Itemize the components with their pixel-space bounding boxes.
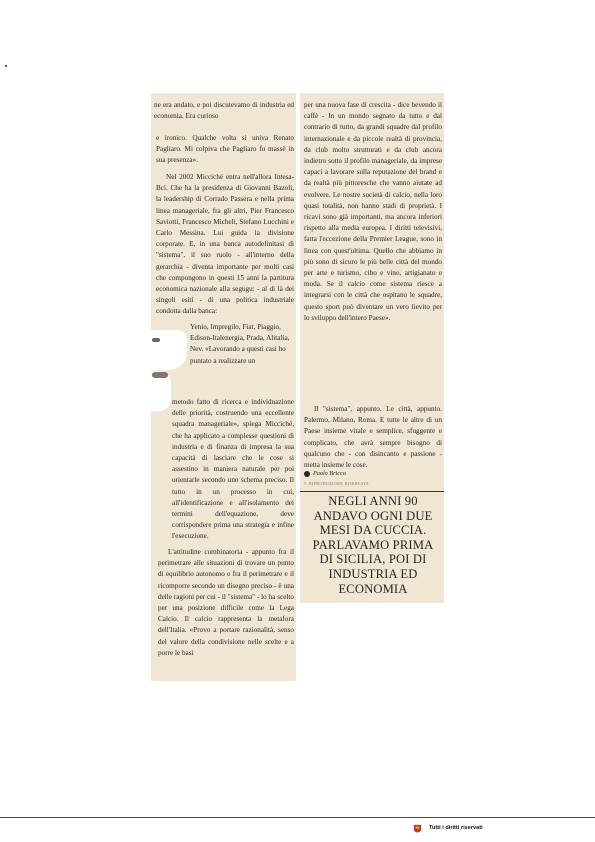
- paragraph: L'attitudine combinatoria - appunto fra il perimetrare alle situazioni di trovare un punto di equilibrio autonomo e fra il perimetrare e il ricomporre secondo un disegno preciso - è una delle ragioni per cui - il "sistema" - lo ha scelto per una posizione difficile come la Lega Calcio. Il calcio rappresenta la metafora dell'Italia. «Provo a portare razionalità, senso del valore della condivisione nelle scelte e a porre le basi: [158, 548, 294, 657]
- pull-quote: NEGLI ANNI 90 ANDAVO OGNI DUE MESI DA CUCCIA. PARLAVAMO PRIMA DI SICILIA, POI DI INDUSTRIA ED ECONOMIA: [300, 491, 444, 604]
- margin-mark: [5, 65, 7, 67]
- photo-fragment: [152, 372, 168, 378]
- publisher-logo-icon: [413, 824, 422, 833]
- article-text-right-2: [304, 404, 442, 471]
- paragraph: Yenio, Impregilo, Fiat, Piaggio, Edison-Italenergia, Prada, Alitalia, Nev. «Lavorando a questi casi ho puntato a realizzare un: [190, 323, 290, 365]
- article-text-left-3: [190, 322, 294, 367]
- paragraph: Nel 2002 Micciché entra nell'allora Intesa-Bci. Che ha la presidenza di Giovanni Bazoli, la leadership di Corrado Passera e nella prima linea manageriale, fra gli altri, Pier Francesco Saviotti, Francesco Micheli, Stefano Lucchini e Carlo Messina. Lui guida la divisione corporate. E, in una banca autodefinitasi di "sistema", il suo ruolo - all'interno della gerarchia - diventa importante per molti casi che compongono in questi 15 anni la partitura economica nazionale alla segugu: - al di là dei singoli esiti - di una politica industriale condotta dalla banca:: [156, 173, 294, 316]
- author-signature: [304, 470, 346, 478]
- article-text-left-5: [158, 547, 294, 659]
- author-name: Paolo Bricco: [313, 470, 346, 477]
- article-text-left-1: [156, 133, 294, 167]
- article-text-left-4: [172, 397, 294, 543]
- paragraph: e ironico. Qualche volta si univa Renato Pagliaro. Mi colpiva che Pagliaro fu massè in sua presenza».: [156, 134, 294, 165]
- photo-fragment: [152, 338, 160, 342]
- footer-rights-text: Tutti i diritti riservati: [429, 825, 483, 831]
- paragraph: Il "sistema", appunto. Le città, appunto. Palermo, Milano, Roma. E tutte le altre di un Paese insieme vitale e semplice, sfuggente e complicato, che avrà sempre bisogno di qualcuno che - con disincanto e passione - metta insieme le cose.: [304, 405, 442, 470]
- paragraph: ne era andato, e poi discutevamo di industria ed economia. Era curioso: [154, 101, 294, 121]
- paragraph: metodo fatto di ricerca e individuazione delle priorità, costruendo una eccellente squadra manageriale», spiega Micciché, che ha applicato a complesse questioni di industria e di finanza di impresa la sua capacità di lasciare che le cose si assestino in maniera naturale per poi orientarle secondo uno schema preciso. Il tutto in un processo in cui, all'identificazione e all'isolamento dei termini dell'equazione, deve corrispondere prima una strategia e infine l'esecuzione.: [172, 398, 294, 541]
- article-text-top: [154, 100, 294, 122]
- footer-divider: [0, 817, 595, 818]
- author-dot-icon: [304, 471, 310, 477]
- copyright-note: © RIPRODUZIONE RISERVATA: [304, 481, 370, 486]
- article-text-left-2: [156, 172, 294, 318]
- photo-cutout-upper: [151, 330, 187, 370]
- paragraph: per una nuova fase di crescita - dice bevendo il caffè - In un mondo segnato da tutto e dal contrario di tutto, da grandi squadre dal profilo internazionale e da piccole realtà di provincia, da club molto strutturati e da club ancora indietro sotto il profilo manageriale, da imprese capaci a lavorare sulla reputazione del brand e da realtà più pittoresche che vanno aiutate ad evolvere. Le nostre società di calcio, nella loro quasi totalità, non hanno stadi di proprietà. I ricavi sono già importanti, ma ancora inferiori rispetto alla media europea. I diritti televisivi, fatta l'eccezione della Premier League, sono in linea con quest'ultima. Quello che abbiamo in più sono di sicuro le più belle città del mondo per arte e turismo, cibo e vino, artigianato e moda. Se il calcio come sistema riesce a integrarsi con le città che ospitano le squadre, questo sport può diventare un vero lievito per lo sviluppo dell'intero Paese».: [304, 101, 442, 322]
- article-text-right-1: [304, 100, 442, 324]
